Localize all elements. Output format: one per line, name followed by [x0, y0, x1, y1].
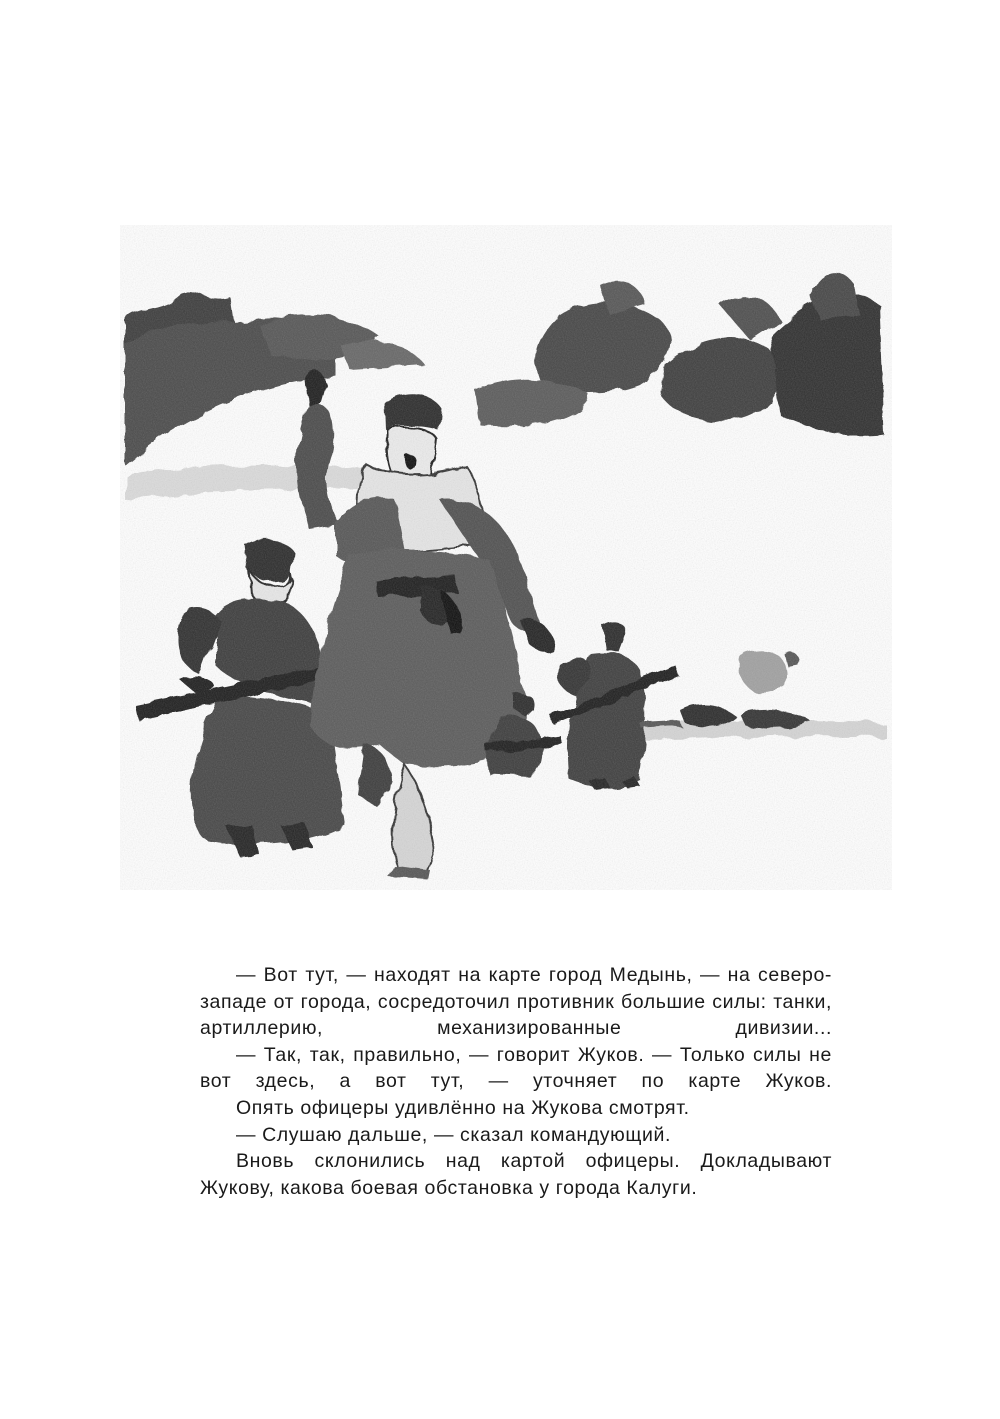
paragraph-4: — Слушаю дальше, — сказал командующий. — [236, 1123, 671, 1146]
paragraph-3: Опять офицеры удивлённо на Жукова смотрят. — [236, 1096, 690, 1119]
story-text — [200, 962, 832, 1201]
paragraph-5: Вновь склонились над картой офицеры. Докладывают Жукову, какова боевая обстановка у города Калуги. — [200, 1150, 832, 1199]
paragraph-2: — Так, так, правильно, — говорит Жуков. — Только силы не вот здесь, а вот тут, — уточняет по карте Жуков. — [200, 1043, 832, 1093]
paragraph-1: — Вот тут, — находят на карте город Медынь, — на северо-западе от города, сосредоточил противник большие силы: танки, артиллерию, механизированные дивизии... — [200, 964, 832, 1040]
wartime-illustration — [120, 225, 892, 890]
